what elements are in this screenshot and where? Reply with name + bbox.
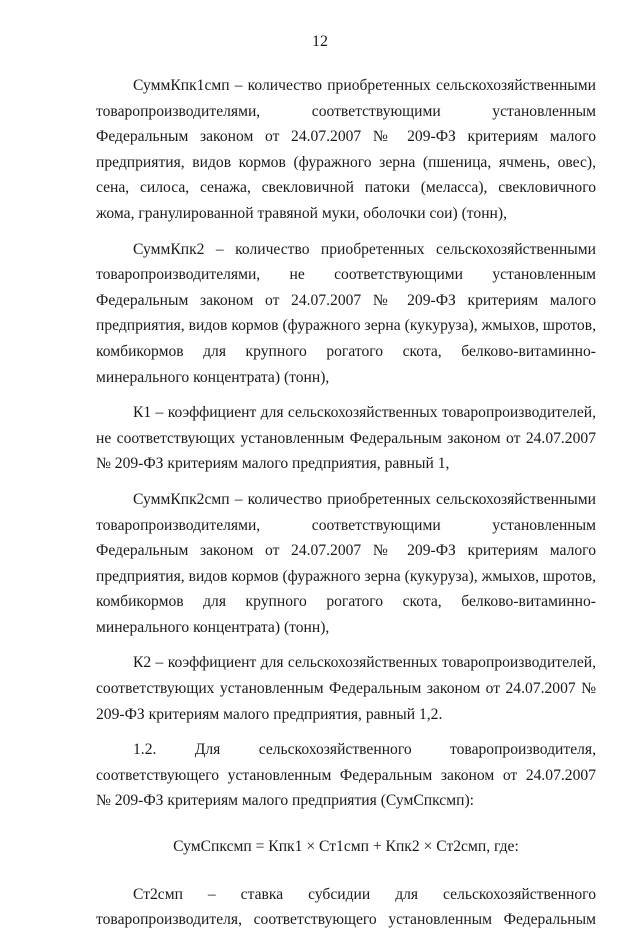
section-word-producer: товаропроизводителя, bbox=[450, 741, 596, 759]
paragraph-summ-kpk2-smp: СуммКпк2смп – количество приобретенных сельскохозяйственными товаропроизводителями, соответствующими установленным Федеральным законом от 24.07.2007 № 209-ФЗ критериям малого предприятия, видов кормов (фуражного зерна (кукуруза), жмыхов, шротов, комбикормов для крупного рогатого скота, белково-витаминно-минерального концентрата) (тонн), bbox=[96, 490, 596, 636]
paragraph-st2-smp bbox=[96, 882, 596, 933]
page-number: 12 bbox=[312, 33, 328, 50]
section-number: 1.2. bbox=[133, 741, 157, 759]
paragraph-k1: К1 – коэффициент для сельскохозяйственных товаропроизводителей, не соответствующих установленным Федеральным законом от 24.07.2007 № 209-ФЗ критериям малого предприятия, равный 1, bbox=[96, 404, 596, 473]
paragraph-st2-smp-line-1: Ст2смп – ставка субсидии для сельскохозяйственного bbox=[133, 885, 596, 903]
paragraph-summ-kpk2: СуммКпк2 – количество приобретенных сельскохозяйственными товаропроизводителями, не соответствующими установленным Федеральным законом от 24.07.2007 № 209-ФЗ критериям малого предприятия, видов кормов (фуражного зерна (кукуруза), жмыхов, шротов, комбикормов для крупного рогатого скота, белково-витаминно-минерального концентрата) (тонн), bbox=[96, 240, 596, 386]
paragraph-st2-smp-line-2: товаропроизводителя, соответствующего установленным Федеральным bbox=[96, 911, 596, 929]
document-body bbox=[96, 73, 596, 933]
formula: СумСпксмп = Кпк1 × Ст1смп + Кпк2 × Ст2смп, где: bbox=[173, 838, 519, 856]
section-1-2-line-2: соответствующего установленным Федеральным законом от 24.07.2007 bbox=[96, 766, 596, 784]
section-1-2-line-3: № 209-ФЗ критериям малого предприятия (СумСпксмп): bbox=[96, 792, 474, 810]
section-1-2-heading-line bbox=[96, 737, 596, 763]
section-word-for: Для bbox=[194, 741, 221, 759]
paragraph-k2: К2 – коэффициент для сельскохозяйственных товаропроизводителей, соответствующих установленным Федеральным законом от 24.07.2007 № 209-ФЗ критериям малого предприятия, равный 1,2. bbox=[96, 654, 596, 723]
section-word-agri: сельскохозяйственного bbox=[258, 741, 412, 759]
section-1-2 bbox=[96, 737, 596, 814]
paragraph-summ-kpk1-smp: СуммКпк1смп – количество приобретенных сельскохозяйственными товаропроизводителями, соответствующими установленным Федеральным законом от 24.07.2007 № 209-ФЗ критериям малого предприятия, видов кормов (фуражного зерна (пшеница, ячмень, овес), сена, силоса, сенажа, свекловичной патоки (меласса), свекловичного жома, гранулированной травяной муки, оболочки сои) (тонн), bbox=[96, 77, 596, 222]
